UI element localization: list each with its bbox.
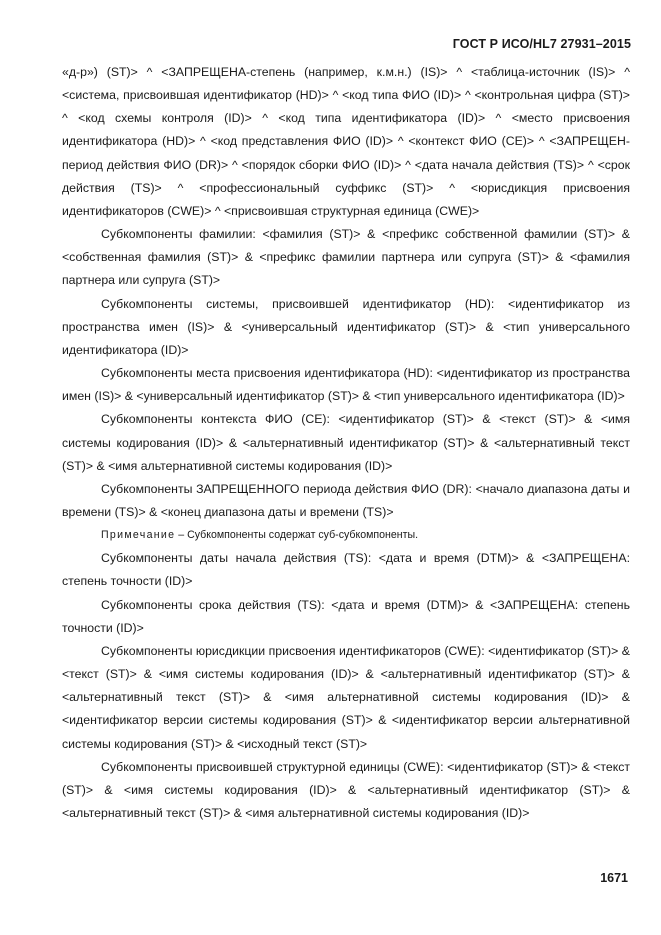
paragraph-continuation: «д-р») (ST)> ^ <ЗАПРЕЩЕНА-степень (например, к.м.н.) (IS)> ^ <таблица-источник (IS)> ^ <система, присвоившая идентификатор (HD)> ^ <код типа ФИО (ID)> ^ <контрольная цифра (ST)> ^ <код схемы контроля (ID)> ^ <код типа идентификатора (ID)> ^ <место присвоения идентификатора (HD)> ^ <код представления ФИО (ID)> ^ <контекст ФИО (CE)> ^ <ЗАПРЕЩЕН-период действия ФИО (DR)> ^ <порядок сборки ФИО (ID)> ^ <дата начала действия (TS)> ^ <срок действия (TS)> ^ <профессиональный суффикс (ST)> ^ <юрисдикция присвоения идентификаторов (CWE)> ^ <присвоившая структурная единица (CWE)>	[62, 65, 630, 218]
note	[62, 524, 630, 547]
page-number: 1671	[600, 871, 628, 885]
paragraph-effective-date-subcomponents: Субкомпоненты даты начала действия (TS): <дата и время (DTM)> & <ЗАПРЕЩЕНА: степень точности (ID)>	[62, 551, 630, 589]
paragraph-assigning-agency-subcomponents: Субкомпоненты присвоившей структурной единицы (CWE): <идентификатор (ST)> & <текст (ST)> & <имя системы кодирования (ID)> & <альтернативный идентификатор (ST)> & <альтернативный текст (ST)> & <имя альтернативной системы кодирования (ID)>	[62, 759, 630, 820]
paragraph-name-validity-range-subcomponents: Субкомпоненты ЗАПРЕЩЕННОГО периода действия ФИО (DR): <начало диапазона даты и времени (TS)> & <конец диапазона даты и времени (TS)>	[62, 481, 630, 519]
paragraph-expiration-date-subcomponents: Субкомпоненты срока действия (TS): <дата и время (DTM)> & <ЗАПРЕЩЕНА: степень точности (ID)>	[62, 597, 630, 635]
note-text: – Субкомпоненты содержат суб-субкомпоненты.	[175, 529, 419, 542]
paragraph-jurisdiction-subcomponents: Субкомпоненты юрисдикции присвоения идентификаторов (CWE): <идентификатор (ST)> & <текст (ST)> & <имя системы кодирования (ID)> & <альтернативный идентификатор (ST)> & <альтернативный текст (ST)> & <имя альтернативной системы кодирования (ID)> & <идентификатор версии системы кодирования (ST)> & <идентификатор версии альтернативной системы кодирования (ST)> & <исходный текст (ST)>	[62, 643, 630, 751]
paragraph-family-name-subcomponents: Субкомпоненты фамилии: <фамилия (ST)> & <префикс собственной фамилии (ST)> & <собственная фамилия (ST)> & <префикс фамилии партнера или супруга (ST)> & <фамилия партнера или супруга (ST)>	[62, 227, 630, 288]
paragraph-assigning-authority-subcomponents: Субкомпоненты системы, присвоившей идентификатор (HD): <идентификатор из пространства имен (IS)> & <универсальный идентификатор (ST)> & <тип универсального идентификатора (ID)>	[62, 296, 630, 357]
document-header: ГОСТ Р ИСО/HL7 27931–2015	[452, 37, 631, 51]
document-body	[62, 61, 630, 825]
paragraph-assigning-facility-subcomponents: Субкомпоненты места присвоения идентификатора (HD): <идентификатор из пространства имен (IS)> & <универсальный идентификатор (ST)> & <тип универсального идентификатора (ID)>	[62, 366, 630, 404]
paragraph-name-context-subcomponents: Субкомпоненты контекста ФИО (CE): <идентификатор (ST)> & <текст (ST)> & <имя системы кодирования (ID)> & <альтернативный идентификатор (ST)> & <альтернативный текст (ST)> & <имя альтернативной системы кодирования (ID)>	[62, 412, 630, 473]
note-label: Примечание	[101, 529, 176, 542]
